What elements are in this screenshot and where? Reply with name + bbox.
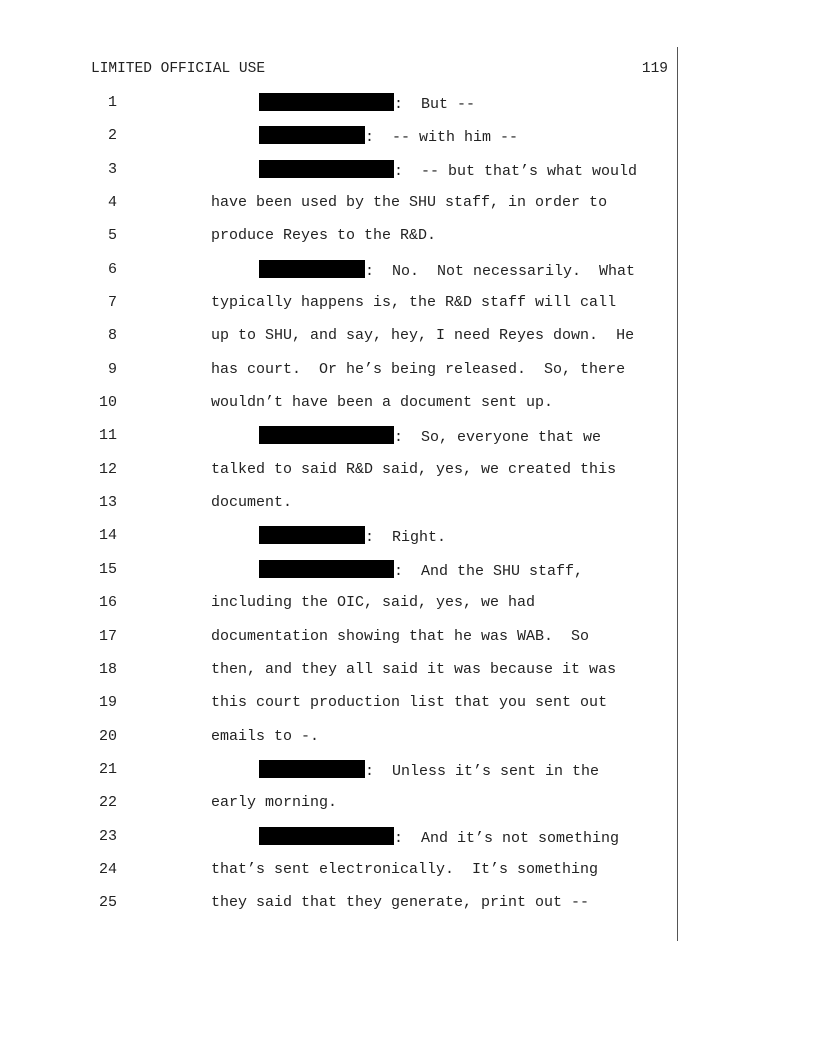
line-content [211, 660, 616, 680]
transcript-body [0, 93, 816, 927]
line-text: that’s sent electronically. It’s something [211, 860, 599, 878]
transcript-line [0, 160, 816, 193]
transcript-line [0, 693, 816, 726]
line-text: emails to -. [211, 727, 320, 745]
line-text: documentation showing that he was WAB. So [211, 627, 590, 645]
line-number: 5 [107, 227, 117, 245]
line-text: : No. Not necessarily. What [365, 262, 636, 280]
line-content [211, 793, 337, 813]
line-content [259, 526, 446, 548]
redacted-speaker-name [259, 160, 394, 178]
line-text: has court. Or he’s being released. So, there [211, 360, 626, 378]
line-text: this court production list that you sent out [211, 694, 608, 712]
transcript-line [0, 493, 816, 526]
line-number: 18 [98, 660, 117, 678]
line-text: have been used by the SHU staff, in order to [211, 194, 608, 212]
transcript-line [0, 226, 816, 259]
line-number: 23 [98, 827, 117, 845]
line-text: : -- with him -- [365, 129, 519, 147]
redacted-speaker-name [259, 93, 394, 111]
transcript-line [0, 126, 816, 159]
transcript-line [0, 760, 816, 793]
line-number: 9 [107, 360, 117, 378]
line-text: then, and they all said it was because it was [211, 660, 617, 678]
line-content [211, 860, 598, 880]
transcript-line [0, 827, 816, 860]
transcript-line [0, 727, 816, 760]
line-number: 8 [107, 327, 117, 345]
line-number: 25 [98, 894, 117, 912]
redacted-speaker-name [259, 260, 365, 278]
line-text: : Unless it’s sent in the [365, 762, 600, 780]
line-number: 10 [98, 394, 117, 412]
line-content [259, 827, 619, 849]
line-text: up to SHU, and say, hey, I need Reyes down. He [211, 327, 635, 345]
line-number: 14 [98, 527, 117, 545]
line-text: : But -- [394, 96, 476, 113]
line-text: early morning. [211, 794, 338, 812]
transcript-line [0, 893, 816, 926]
line-number: 22 [98, 794, 117, 812]
line-content [259, 93, 475, 115]
line-content [259, 126, 518, 148]
transcript-line [0, 660, 816, 693]
line-content [211, 226, 436, 246]
line-content [211, 293, 616, 313]
redacted-speaker-name [259, 426, 394, 444]
line-text: document. [211, 494, 293, 512]
transcript-line [0, 193, 816, 226]
transcript-line [0, 460, 816, 493]
line-number: 7 [107, 294, 117, 312]
line-number: 15 [98, 560, 117, 578]
line-content [211, 593, 535, 613]
transcript-line [0, 360, 816, 393]
redacted-speaker-name [259, 526, 365, 544]
line-number: 4 [107, 194, 117, 212]
line-text: they said that they generate, print out -- [211, 894, 590, 912]
line-number: 21 [98, 760, 117, 778]
line-number: 19 [98, 694, 117, 712]
line-text: : Right. [365, 529, 447, 547]
line-number: 6 [107, 260, 117, 278]
line-number: 24 [98, 860, 117, 878]
line-text: including the OIC, said, yes, we had [211, 594, 536, 612]
transcript-line [0, 860, 816, 893]
page-number: 119 [641, 61, 668, 77]
line-text: produce Reyes to the R&D. [211, 227, 437, 245]
transcript-line [0, 393, 816, 426]
classification-marking: LIMITED OFFICIAL USE [91, 61, 266, 77]
transcript-line [0, 326, 816, 359]
line-number: 3 [107, 160, 117, 178]
line-text: : And it’s not something [394, 829, 620, 847]
line-content [259, 426, 601, 448]
line-content [211, 326, 634, 346]
transcript-line [0, 793, 816, 826]
transcript-line [0, 293, 816, 326]
line-content [211, 193, 607, 213]
transcript-line [0, 560, 816, 593]
line-content [211, 727, 319, 747]
line-number: 13 [98, 494, 117, 512]
line-content [259, 760, 599, 782]
line-text: : -- but that’s what would [394, 162, 638, 180]
line-number: 1 [107, 94, 117, 111]
line-content [211, 360, 625, 380]
transcript-line [0, 260, 816, 293]
redacted-speaker-name [259, 126, 365, 144]
line-content [211, 627, 589, 647]
line-number: 11 [98, 427, 117, 445]
line-text: : And the SHU staff, [394, 562, 584, 580]
line-number: 2 [107, 127, 117, 145]
transcript-line [0, 627, 816, 660]
line-number: 20 [98, 727, 117, 745]
transcript-line [0, 426, 816, 459]
line-content [211, 393, 553, 413]
line-content [211, 460, 616, 480]
transcript-line [0, 593, 816, 626]
redacted-speaker-name [259, 560, 394, 578]
transcript-line [0, 526, 816, 559]
page-header [91, 61, 668, 81]
line-content [259, 160, 637, 182]
redacted-speaker-name [259, 827, 394, 845]
line-number: 16 [98, 594, 117, 612]
transcript-line [0, 93, 816, 126]
line-content [259, 260, 635, 282]
line-text: talked to said R&D said, yes, we created this [211, 460, 617, 478]
line-number: 12 [98, 460, 117, 478]
line-text: wouldn’t have been a document sent up. [211, 394, 554, 412]
line-content [211, 893, 589, 913]
line-content [211, 493, 292, 513]
line-content [211, 693, 607, 713]
line-text: : So, everyone that we [394, 429, 602, 447]
redacted-speaker-name [259, 760, 365, 778]
line-content [259, 560, 583, 582]
line-number: 17 [98, 627, 117, 645]
line-text: typically happens is, the R&D staff will call [211, 294, 617, 312]
